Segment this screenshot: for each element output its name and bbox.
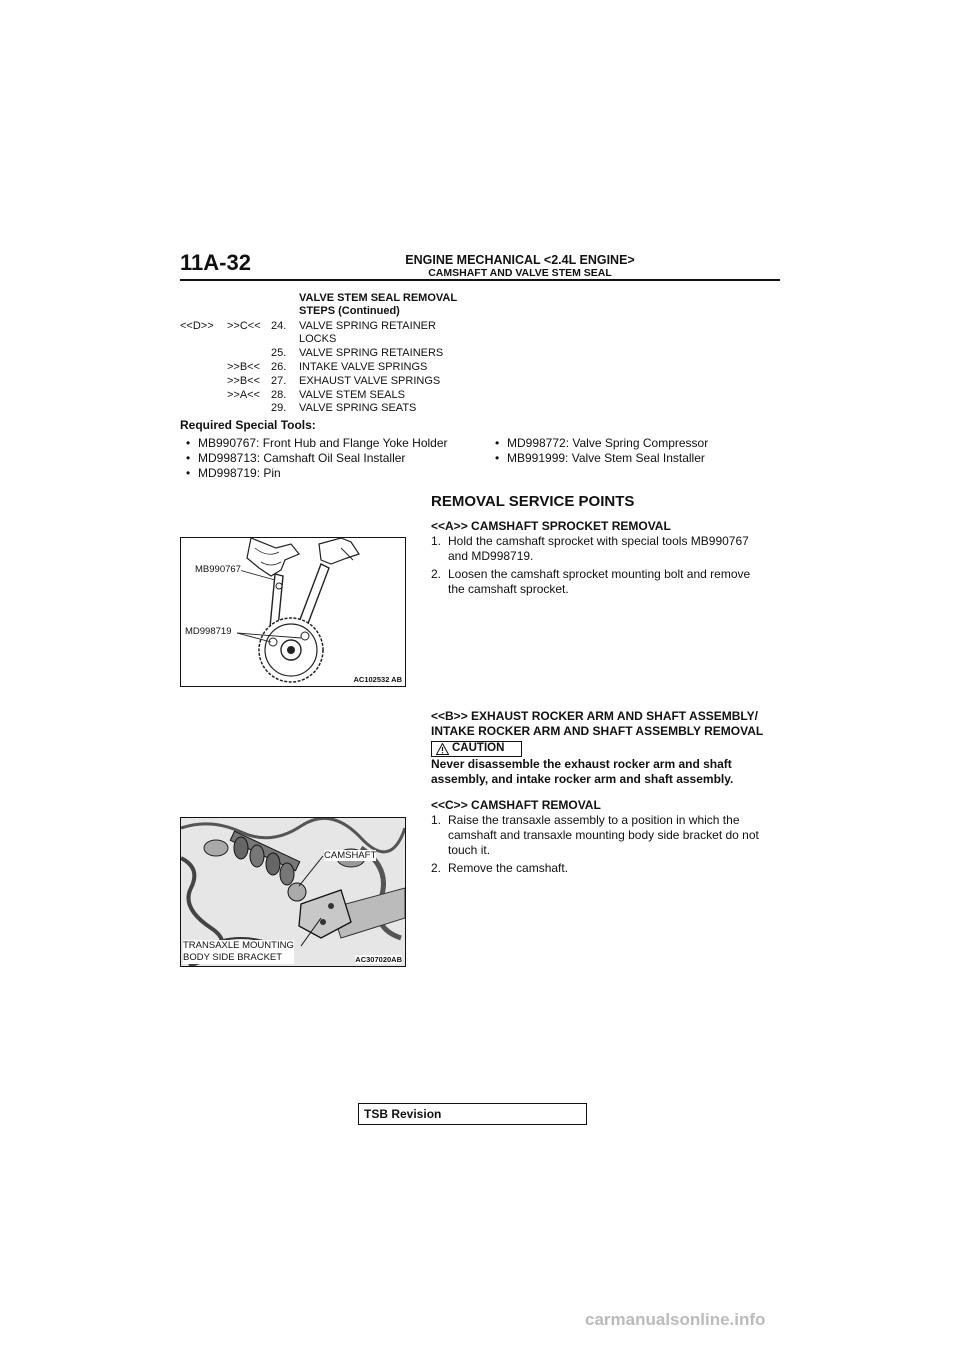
section-title: ENGINE MECHANICAL <2.4L ENGINE> — [405, 253, 635, 267]
removal-mark: >>C<< — [227, 320, 261, 332]
step-name-cont: LOCKS — [299, 333, 337, 345]
step-text-cont: camshaft and transaxle mounting body side bracket do not — [448, 828, 759, 842]
caution-line: assembly, and intake rocker arm and shaft assembly. — [431, 772, 734, 786]
step-name: VALVE SPRING RETAINER — [299, 320, 436, 332]
label-mb990767: MB990767 — [195, 564, 241, 575]
step-name: INTAKE VALVE SPRINGS — [299, 361, 428, 373]
label-md998719: MD998719 — [185, 626, 232, 637]
step-number: 28. — [271, 389, 287, 401]
steps-heading-line1: VALVE STEM SEAL REMOVAL — [299, 292, 458, 304]
point-b-title-line2: INTAKE ROCKER ARM AND SHAFT ASSEMBLY REMOVAL — [431, 724, 764, 738]
warning-icon — [436, 743, 449, 755]
service-points-title: REMOVAL SERVICE POINTS — [431, 493, 635, 510]
step-text-cont: and MD998719. — [448, 549, 534, 563]
step-text: Hold the camshaft sprocket with special tools MB990767 — [448, 534, 749, 548]
tool-text: MD998719: Pin — [198, 466, 281, 480]
step-name: VALVE SPRING SEATS — [299, 402, 417, 414]
special-tools-title: Required Special Tools: — [180, 418, 316, 432]
header-rule — [180, 279, 780, 281]
figure-code: AC102532 AB — [353, 675, 402, 684]
removal-mark: >>A<< — [227, 389, 261, 401]
watermark: carmanualsonline.info — [585, 1310, 766, 1329]
step-name: VALVE SPRING RETAINERS — [299, 347, 444, 359]
figure-code: AC307020AB — [355, 955, 402, 964]
step-text: Raise the transaxle assembly to a position in which the — [448, 813, 740, 827]
caution-box — [431, 741, 522, 757]
point-c-step1 — [431, 813, 781, 858]
point-a-step1 — [431, 534, 781, 564]
page-number: 11A-32 — [180, 250, 251, 275]
tool-text: MB990767: Front Hub and Flange Yoke Holder — [198, 436, 448, 450]
tool-item: • MB990767: Front Hub and Flange Yoke Holder — [186, 436, 448, 450]
tool-item: • MD998719: Pin — [186, 466, 281, 480]
sprocket-illustration — [181, 538, 405, 686]
step-text: Remove the camshaft. — [448, 861, 569, 875]
removal-mark: >>B<< — [227, 361, 261, 373]
label-bracket — [183, 940, 294, 964]
tool-item: • MD998772: Valve Spring Compressor — [495, 436, 709, 450]
caution-text — [431, 757, 781, 787]
step-num: 2. — [431, 861, 442, 875]
caution-label: CAUTION — [452, 742, 505, 754]
step-name: VALVE STEM SEALS — [299, 389, 405, 401]
point-a-step2 — [431, 567, 781, 597]
label-camshaft: CAMSHAFT — [324, 850, 377, 861]
removal-mark: >>B<< — [227, 375, 261, 387]
tsb-revision-label: TSB Revision — [364, 1107, 442, 1121]
step-number: 27. — [271, 375, 287, 387]
tool-text: MB991999: Valve Stem Seal Installer — [507, 451, 705, 465]
tool-item: • MD998713: Camshaft Oil Seal Installer — [186, 451, 406, 465]
step-name: EXHAUST VALVE SPRINGS — [299, 375, 441, 387]
tool-text: MD998713: Camshaft Oil Seal Installer — [198, 451, 406, 465]
step-number: 29. — [271, 402, 287, 414]
figure-camshaft-removal — [180, 817, 406, 967]
label-bracket-line2: BODY SIDE BRACKET — [183, 952, 283, 963]
tool-item: • MB991999: Valve Stem Seal Installer — [495, 451, 705, 465]
step-num: 1. — [431, 534, 442, 548]
step-number: 26. — [271, 361, 287, 373]
tool-text: MD998772: Valve Spring Compressor — [507, 436, 709, 450]
caution-line: Never disassemble the exhaust rocker arm and shaft — [431, 757, 732, 771]
install-mark: <<D>> — [180, 320, 214, 332]
step-num: 2. — [431, 567, 442, 581]
label-bracket-line1: TRANSAXLE MOUNTING — [183, 940, 294, 951]
step-text-cont: the camshaft sprocket. — [448, 582, 569, 596]
figure-sprocket-removal — [180, 537, 406, 687]
tsb-revision-box — [358, 1103, 587, 1125]
point-c-title: <<C>> CAMSHAFT REMOVAL — [431, 798, 601, 812]
step-text-cont: touch it. — [448, 843, 491, 857]
step-text: Loosen the camshaft sprocket mounting bolt and remove — [448, 567, 751, 581]
steps-heading-line2: STEPS (Continued) — [299, 305, 400, 317]
step-number: 25. — [271, 347, 287, 359]
subsection-title: CAMSHAFT AND VALVE STEM SEAL — [428, 267, 612, 279]
point-a-title: <<A>> CAMSHAFT SPROCKET REMOVAL — [431, 519, 671, 533]
point-c-step2 — [431, 861, 781, 876]
point-b-title-line1: <<B>> EXHAUST ROCKER ARM AND SHAFT ASSEMBLY/ — [431, 709, 758, 723]
step-number: 24. — [271, 320, 287, 332]
step-num: 1. — [431, 813, 442, 827]
